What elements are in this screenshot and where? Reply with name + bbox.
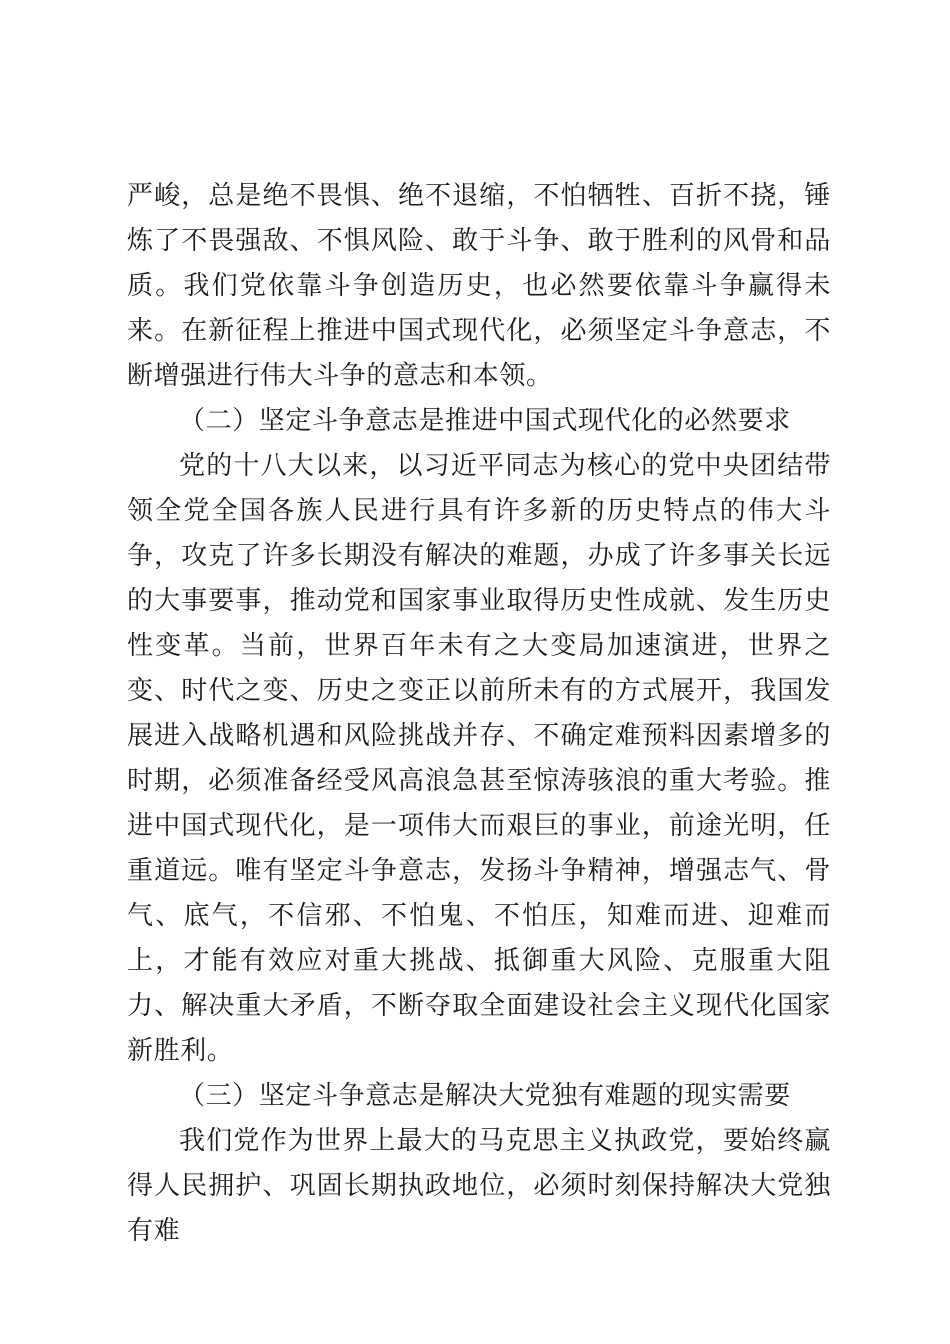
body-paragraph: 我们党作为世界上最大的马克思主义执政党，要始终赢得人民拥护、巩固长期执政地位，必须时刻保持解决大党独有难	[127, 1126, 831, 1246]
body-paragraph: 党的十八大以来，以习近平同志为核心的党中央团结带领全党全国各族人民进行具有许多新的历史特点的伟大斗争，攻克了许多长期没有解决的难题，办成了许多事关长远的大事要事，推动党和国家事业取得历史性成就、发生历史性变革。当前，世界百年未有之大变局加速演进，世界之变、时代之变、历史之变正以前所未有的方式展开，我国发展进入战略机遇和风险挑战并存、不确定难预料因素增多的时期，必须准备经受风高浪急甚至惊涛骇浪的重大考验。推进中国式现代化，是一项伟大而艰巨的事业，前途光明，任重道远。唯有坚定斗争意志，发扬斗争精神，增强志气、骨气、底气，不信邪、不怕鬼、不怕压，知难而进、迎难而上，才能有效应对重大挑战、抵御重大风险、克服重大阻力、解决重大矛盾，不断夺取全面建设社会主义现代化国家新胜利。	[127, 451, 831, 1066]
document-body	[127, 174, 831, 1254]
section-heading-2: （二）坚定斗争意志是推进中国式现代化的必然要求	[179, 406, 791, 436]
body-paragraph: 严峻，总是绝不畏惧、绝不退缩，不怕牺牲、百折不挠，锤炼了不畏强敌、不惧风险、敢于斗争、敢于胜利的风骨和品质。我们党依靠斗争创造历史，也必然要依靠斗争赢得未来。在新征程上推进中国式现代化，必须坚定斗争意志，不断增强进行伟大斗争的意志和本领。	[127, 181, 831, 391]
section-heading-3: （三）坚定斗争意志是解决大党独有难题的现实需要	[179, 1081, 791, 1111]
